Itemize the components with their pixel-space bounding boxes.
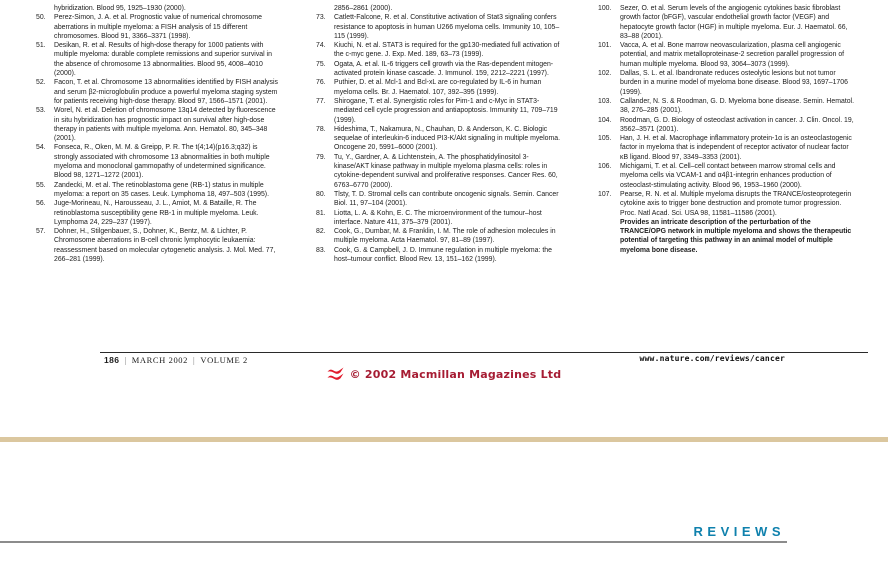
reference-item	[598, 134, 856, 162]
reference-number: 82.	[316, 228, 326, 236]
reference-number: 77.	[316, 97, 326, 105]
reference-item	[598, 69, 856, 97]
reference-number: 79.	[316, 153, 326, 161]
running-head-rule	[0, 541, 787, 543]
reference-number: 102.	[598, 70, 612, 78]
reference-item	[36, 199, 281, 227]
reference-item	[316, 209, 562, 228]
references-column-1	[36, 4, 281, 264]
reference-text: Cook, G., Dumbar, M. & Franklin, I. M. The role of adhesion molecules in multiple myeloma. Acta Haematol. 97, 81–89 (1997).	[334, 228, 556, 245]
reference-text: Sezer, O. et al. Serum levels of the angiogenic cytokines basic fibroblast growth factor (bFGF), vascular endothelial growth factor (VEGF) and hepatocyte growth factor (HGF) in multiple myeloma. Eur. J. Haematol. 66, 83–88 (2001).	[620, 5, 848, 40]
reference-item	[316, 41, 562, 60]
reference-number: 80.	[316, 190, 326, 198]
reference-item	[598, 116, 856, 135]
reference-text: Facon, T. et al. Chromosome 13 abnormalities identified by FISH analysis and serum β2-microglobulin produce a powerful myeloma staging system for patients receiving high-dose therapy. Blood 97, 1566–1571 (2001).	[54, 79, 278, 105]
reference-text: Pearse, R. N. et al. Multiple myeloma disrupts the TRANCE/osteoprotegerin cytokine axis to trigger bone destruction and promote tumor progression. Proc. Natl Acad. Sci. USA 98, 11581–11586 (2001). Provides an intricate description of the perturbation of the TRANCE/OPG network in multiple myeloma and shows the therapeutic potential of targeting this pathway in an animal model of multiple myeloma bone disease.	[620, 190, 856, 255]
reference-text: Roodman, G. D. Biology of osteoclast activation in cancer. J. Clin. Oncol. 19, 3562–3571 (2001).	[620, 116, 854, 133]
reference-number: 50.	[36, 14, 46, 22]
reference-item	[36, 181, 281, 200]
reference-text: Perez-Simon, J. A. et al. Prognostic value of numerical chromosome aberrations in multiple myeloma: a FISH analysis of 15 different chromosomes. Blood 91, 3366–3371 (1998).	[54, 14, 262, 40]
reference-number: 76.	[316, 79, 326, 87]
reference-text: Tu, Y., Gardner, A. & Lichtenstein, A. The phosphatidylinositol 3-kinase/AKT kinase pathway in multiple myeloma plasma cells: roles in cytokine-dependent survival and proliferative responses. Cancer Res. 60, 6763–6770 (2000).	[334, 153, 558, 189]
footer-rule	[100, 352, 868, 353]
reference-item	[316, 227, 562, 246]
reference-text: Fonseca, R., Oken, M. M. & Greipp, P. R. The t(4;14)(p16.3;q32) is strongly associated with chromosome 13 abnormalities in both multiple myeloma and monoclonal gammopathy of undetermined significance. Blood 98, 1271–1272 (2001).	[54, 144, 270, 180]
reference-text: Puthier, D. et al. Mcl-1 and Bcl-xL are co-regulated by IL-6 in human myeloma cells. Br. J. Haematol. 107, 392–395 (1999).	[334, 79, 542, 96]
reference-text: Tlsty, T. D. Stromal cells can contribute oncogenic signals. Semin. Cancer Biol. 11, 97–104 (2001).	[334, 190, 559, 208]
reference-number: 52.	[36, 79, 46, 87]
reference-text: Vacca, A. et al. Bone marrow neovascularization, plasma cell angiogenic potential, and matrix metalloproteinase-2 secretion parallel progression of human multiple myeloma. Blood 93, 3064–3073 (1999).	[620, 42, 845, 68]
tan-divider-band	[0, 437, 888, 442]
reference-number: 104.	[598, 116, 612, 124]
reference-item	[36, 4, 281, 13]
references-column-2	[316, 4, 562, 264]
reference-item	[598, 190, 856, 255]
macmillan-logo-icon	[327, 367, 344, 381]
reference-number: 57.	[36, 228, 46, 236]
reference-item	[316, 97, 562, 125]
reference-item	[316, 60, 562, 79]
reference-text: Worel, N. et al. Deletion of chromosome 13q14 detected by fluorescence in situ hybridization has prognostic impact on survival after high-dose therapy in patients with multiple myeloma. Ann. Hematol. 80, 345–348 (2001).	[54, 107, 276, 143]
reference-number: 106.	[598, 163, 612, 171]
reference-item	[316, 246, 562, 265]
reference-text: 2856–2861 (2000).	[334, 5, 393, 12]
reference-number: 78.	[316, 125, 326, 133]
copyright-text: © 2002 Macmillan Magazines Ltd	[349, 367, 562, 381]
reference-item	[36, 227, 281, 264]
reference-text: Juge-Morineau, N., Harousseau, J. L., Amiot, M. & Bataille, R. The retinoblastoma susceptibility gene RB-1 in multiple myeloma. Leuk. Lymphoma 24, 229–237 (1997).	[54, 200, 259, 226]
reference-item	[316, 4, 562, 13]
reference-number: 100.	[598, 5, 612, 12]
page-number: 186	[104, 355, 120, 365]
reference-item	[598, 41, 856, 69]
journal-url: www.nature.com/reviews/cancer	[639, 354, 785, 363]
volume-label: VOLUME 2	[200, 355, 248, 365]
reference-text: Catlett-Falcone, R. et al. Constitutive activation of Stat3 signaling confers resistance to apoptosis in human U266 myeloma cells. Immunity 10, 105–115 (1999).	[334, 14, 560, 40]
reference-highlight-note: Provides an intricate description of the perturbation of the TRANCE/OPG network in multiple myeloma and shows the therapeutic potential of targeting this pathway in an animal model of multiple myeloma bone disease.	[620, 218, 852, 254]
reference-number: 83.	[316, 246, 326, 254]
references-section	[36, 4, 856, 264]
reference-item	[36, 41, 281, 78]
issue-date: MARCH 2002	[131, 355, 189, 365]
reference-item	[598, 162, 856, 190]
reference-text: Dohner, H., Stilgenbauer, S., Dohner, K., Bentz, M. & Lichter, P. Chromosome aberrations in B-cell chronic lymphocytic leukaemia: reassessment based on molecular cytogenetic analysis. J. Mol. Med. 77, 266–281 (1999).	[54, 228, 276, 264]
reference-text: hybridization. Blood 95, 1925–1930 (2000).	[54, 5, 186, 12]
reference-text: Callander, N. S. & Roodman, G. D. Myeloma bone disease. Semin. Hematol. 38, 276–285 (2001).	[620, 97, 855, 115]
reference-item	[598, 97, 856, 116]
reference-text: Zandecki, M. et al. The retinoblastoma gene (RB-1) status in multiple myeloma: a report on 35 cases. Leuk. Lymphoma 18, 497–503 (1995).	[54, 181, 270, 198]
reference-item	[36, 13, 281, 41]
reference-item	[316, 190, 562, 209]
reference-item	[316, 78, 562, 97]
reference-number: 75.	[316, 60, 326, 68]
reference-number: 103.	[598, 97, 612, 105]
reference-item	[36, 106, 281, 143]
references-column-3	[598, 4, 856, 264]
reference-number: 55.	[36, 181, 46, 189]
reference-text: Liotta, L. A. & Kohn, E. C. The microenvironment of the tumour–host interface. Nature 411, 375–379 (2001).	[334, 209, 542, 226]
reference-item	[598, 4, 856, 41]
reference-number: 105.	[598, 135, 612, 143]
reference-number: 81.	[316, 209, 326, 217]
reference-number: 107.	[598, 190, 612, 198]
reference-text: Michigami, T. et al. Cell–cell contact between marrow stromal cells and myeloma cells via VCAM-1 and α4β1-integrin enhances production of osteoclast-stimulating activity. Blood 96, 1953–1960 (2000).	[620, 163, 836, 189]
reference-item	[36, 143, 281, 180]
reference-text: Desikan, R. et al. Results of high-dose therapy for 1000 patients with multiple myeloma: durable complete remissions and superior survival in the absence of chromosome 13 abnormalities. Blood 95, 4008–4010 (2000).	[54, 42, 272, 78]
reference-item	[316, 125, 562, 153]
reference-text: Ogata, A. et al. IL-6 triggers cell growth via the Ras-dependent mitogen-activated protein kinase cascade. J. Immunol. 159, 2212–2221 (1997).	[334, 60, 554, 78]
reference-item	[316, 153, 562, 190]
reference-number: 51.	[36, 42, 46, 50]
reference-number: 73.	[316, 14, 326, 22]
reference-text: Hideshima, T., Nakamura, N., Chauhan, D. & Anderson, K. C. Biologic sequelae of interleukin-6 induced PI3-K/Akt signaling in multiple myeloma. Oncogene 20, 5991–6000 (2001).	[334, 125, 560, 152]
reference-text: Dallas, S. L. et al. Ibandronate reduces osteolytic lesions but not tumor burden in a murine model of myeloma bone disease. Blood 93, 1697–1706 (1999).	[620, 70, 848, 96]
reference-text: Han, J. H. et al. Macrophage inflammatory protein-1α is an osteoclastogenic factor in myeloma that is independent of receptor activator of nuclear factor κB ligand. Blood 97, 3349–3353 (2001).	[620, 135, 852, 161]
reference-number: 56.	[36, 200, 46, 208]
folio-separator: |	[124, 355, 127, 365]
reference-number: 101.	[598, 42, 612, 50]
reference-text: Cook, G. & Campbell, J. D. Immune regulation in multiple myeloma: the host–tumour conflict. Blood Rev. 13, 151–162 (1999).	[334, 246, 552, 264]
reference-number: 54.	[36, 144, 46, 152]
reference-text: Shirogane, T. et al. Synergistic roles for Pim-1 and c-Myc in STAT3-mediated cell cycle progression and antiapoptosis. Immunity 11, 709–719 (1999).	[334, 97, 558, 124]
reference-text: Kiuchi, N. et al. STAT3 is required for the gp130-mediated full activation of the c-myc gene. J. Exp. Med. 189, 63–73 (1999).	[334, 42, 560, 59]
reference-item	[316, 13, 562, 41]
reference-item	[36, 78, 281, 106]
copyright-row	[0, 367, 888, 386]
running-head-label: REVIEWS	[693, 524, 785, 539]
folio-separator: |	[193, 355, 196, 365]
reference-number: 53.	[36, 107, 46, 115]
reference-number: 74.	[316, 42, 326, 50]
